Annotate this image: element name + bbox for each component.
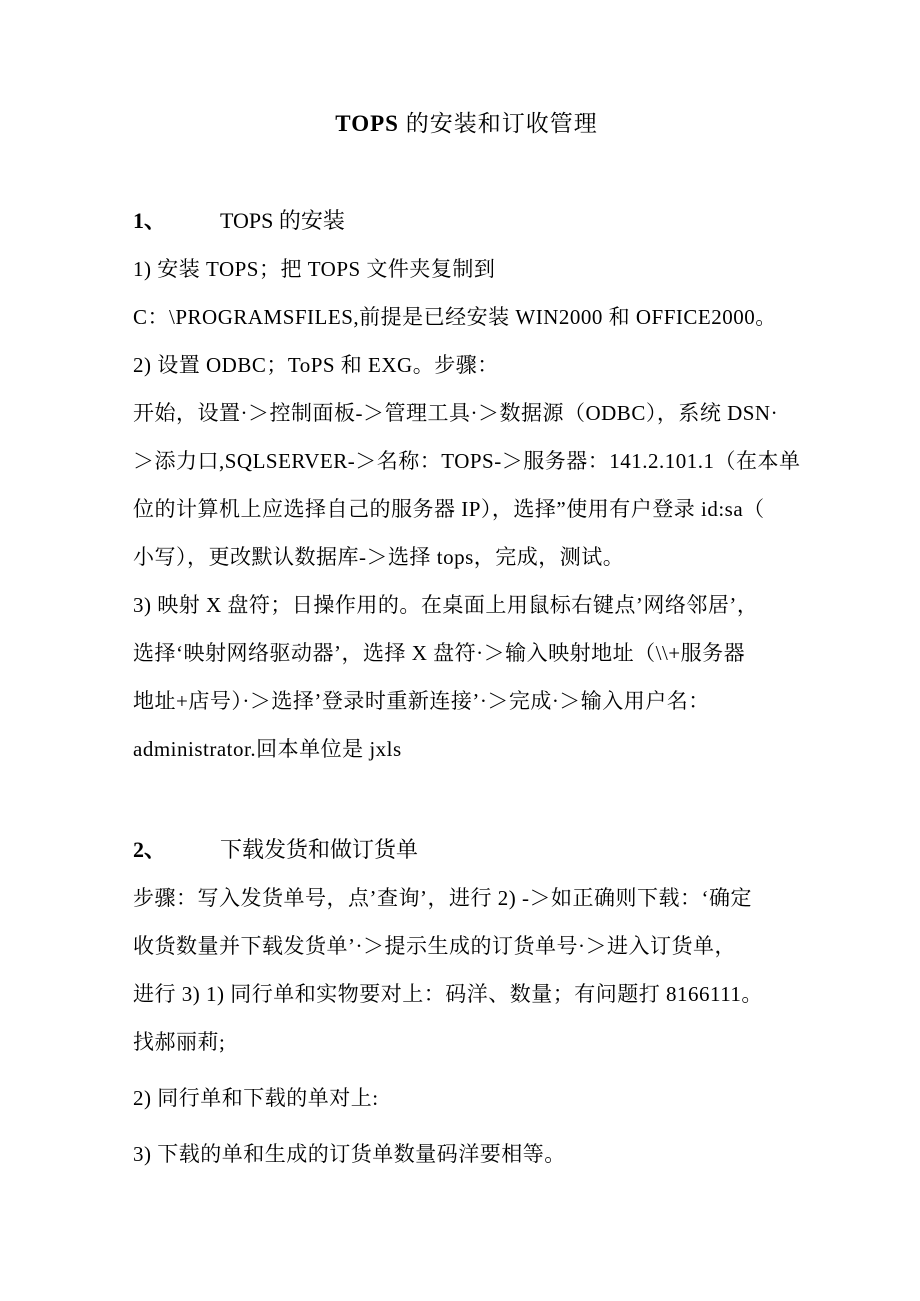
- body-line: 步骤：写入发货单号，点’查询’，进行 2) -＞如正确则下载：‘确定: [133, 886, 752, 910]
- section-1-heading-text: TOPS 的安装: [220, 208, 345, 233]
- body-line: 位的计算机上应选择自己的服务器 IP），选择”使用有户登录 id:sa（: [133, 497, 765, 521]
- body-line: 2) 设置 ODBC；ToPS 和 EXG。步骤：: [133, 353, 499, 377]
- title-latin-text: TOPS: [335, 111, 399, 136]
- body-line: 1) 安装 TOPS；把 TOPS 文件夹复制到: [133, 257, 496, 281]
- body-line: 找郝丽莉;: [133, 1030, 226, 1054]
- body-line: C：\PROGRAMSFILES,前提是已经安装 WIN2000 和 OFFICE2000。: [133, 305, 777, 329]
- body-line: 3) 映射 X 盘符；日操作用的。在桌面上用鼠标右键点’网络邻居’，: [133, 593, 759, 617]
- body-line: 2) 同行单和下载的单对上:: [133, 1086, 379, 1110]
- body-line: 小写），更改默认数据库-＞选择 tops，完成，测试。: [133, 545, 625, 569]
- section-2-heading-text: 下载发货和做订货单: [220, 837, 419, 862]
- body-line: administrator.回本单位是 jxls: [133, 737, 402, 761]
- section-2-number: 2、: [133, 837, 167, 862]
- section-2-heading: [133, 826, 800, 874]
- body-line: ＞添力口,SQLSERVER-＞名称：TOPS-＞服务器：141.2.101.1（在本单: [133, 449, 801, 473]
- body-line: 地址+店号）·＞选择’登录时重新连接’·＞完成·＞输入用户名：: [133, 689, 710, 713]
- body-line: 收货数量并下载发货单’·＞提示生成的订货单号·＞进入订货单，: [133, 934, 736, 958]
- document-title: [133, 104, 800, 144]
- body-line: 开始，设置·＞控制面板-＞管理工具·＞数据源（ODBC），系统 DSN·: [133, 401, 779, 425]
- title-chinese-text: 的安装和订收管理: [398, 111, 598, 136]
- body-line: 进行 3) 1) 同行单和实物要对上：码洋、数量；有问题打 8166111。: [133, 982, 763, 1006]
- body-line: 3) 下载的单和生成的订货单数量码洋要相等。: [133, 1142, 566, 1166]
- body-line: 选择‘映射网络驱动器’，选择 X 盘符·＞输入映射地址（\\+服务器: [133, 641, 746, 665]
- section-1-heading: [133, 197, 800, 245]
- section-1-number: 1、: [133, 208, 167, 233]
